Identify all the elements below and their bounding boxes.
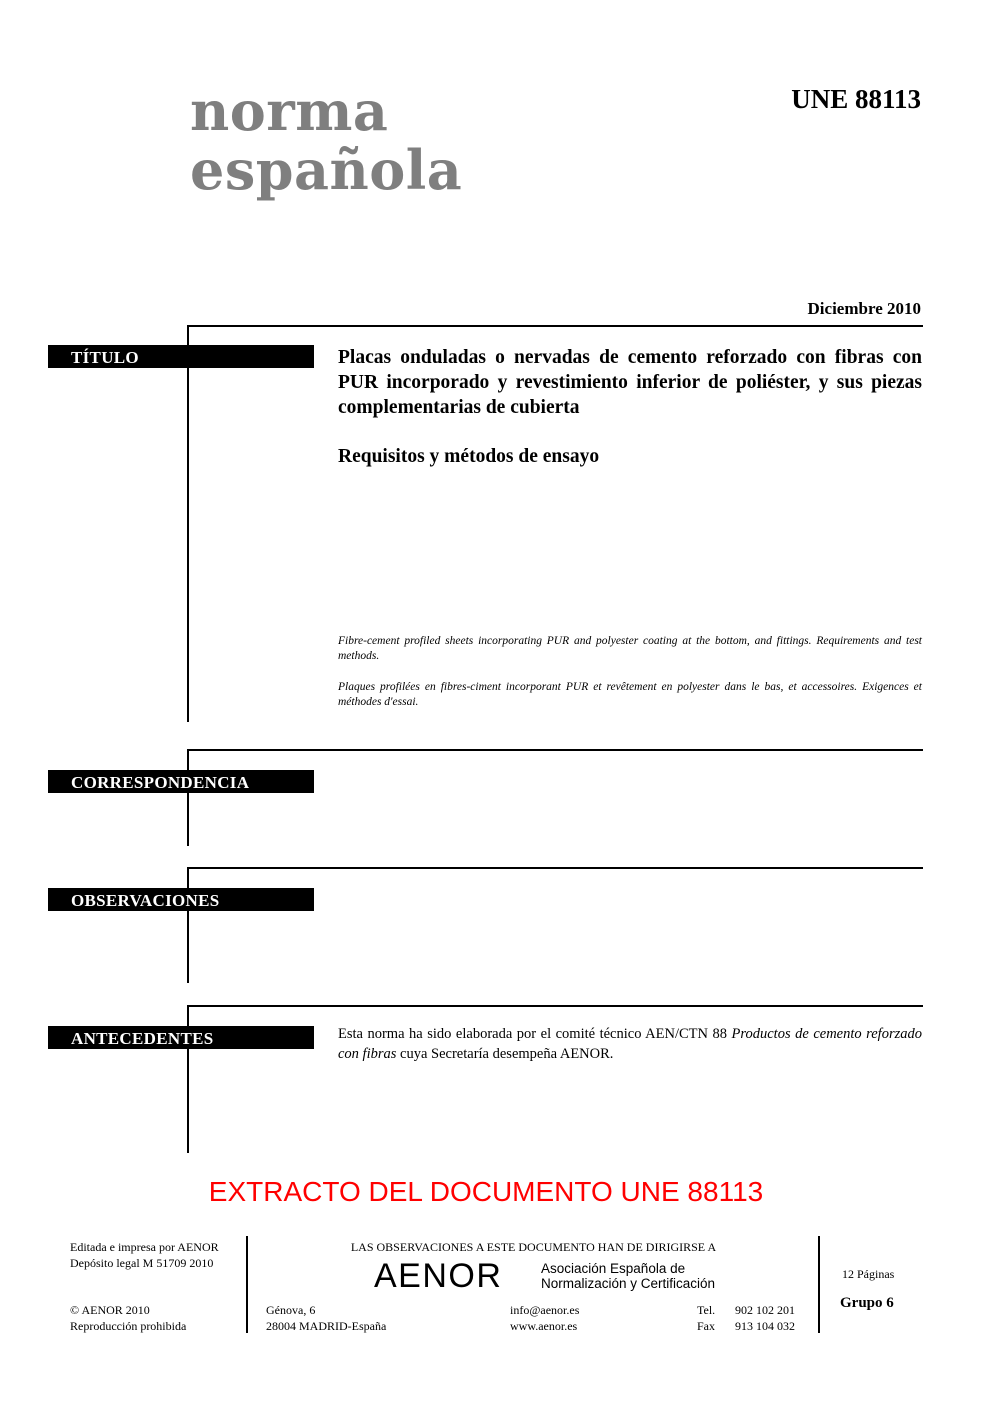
- brand-line-2: española: [190, 138, 463, 202]
- fax-label: Fax: [697, 1319, 715, 1333]
- edited-by: Editada e impresa por AENOR: [70, 1240, 219, 1254]
- footer-copyright-block: [70, 1302, 186, 1334]
- phone-values: [735, 1302, 795, 1334]
- footer-divider: [818, 1236, 820, 1333]
- logo-sub-line-2: Normalización y Certificación: [541, 1276, 716, 1291]
- section-vertical-rule: [187, 325, 189, 722]
- title-spanish: Placas onduladas o nervadas de cemento reforzado con fibras con PUR incorporado y revestimiento inferior de poliéster, y sus piezas complementarias de cubierta: [338, 347, 922, 418]
- aenor-logo-subtitle: [541, 1261, 715, 1291]
- section-divider: [187, 867, 923, 869]
- website-link[interactable]: www.aenor.es: [510, 1319, 578, 1333]
- section-divider: [187, 325, 923, 327]
- aenor-logo: AENOR: [374, 1257, 503, 1295]
- tel-value: 902 102 201: [735, 1303, 795, 1317]
- fax-value: 913 104 032: [735, 1319, 795, 1333]
- section-vertical-rule: [187, 867, 189, 983]
- address-line-2: 28004 MADRID-España: [266, 1319, 387, 1333]
- section-label-titulo: TÍTULO: [48, 345, 314, 368]
- observations-heading: LAS OBSERVACIONES A ESTE DOCUMENTO HAN DE DIRIGIRSE A: [350, 1240, 717, 1254]
- section-divider: [187, 1005, 923, 1007]
- title-english: Fibre-cement profiled sheets incorporating PUR and polyester coating at the bottom, and fittings. Requirements and test methods.: [338, 635, 922, 662]
- title-french: Plaques profilées en fibres-ciment incorporant PUR et revêtement en polyester dans le bas, et accessoires. Exigences et méthodes d'essai.: [338, 681, 922, 708]
- page-count: 12 Páginas: [842, 1267, 895, 1281]
- logo-sub-line-1: Asociación Española de: [541, 1261, 686, 1276]
- address-line-1: Génova, 6: [266, 1303, 316, 1317]
- email-link[interactable]: info@aenor.es: [510, 1303, 580, 1317]
- antecedentes-text-end: cuya Secretaría desempeña AENOR.: [396, 1046, 614, 1062]
- aenor-contact: [510, 1302, 579, 1334]
- section-label-correspondencia: CORRESPONDENCIA: [48, 770, 314, 793]
- legal-deposit: Depósito legal M 51709 2010: [70, 1256, 214, 1270]
- aenor-address: [266, 1302, 386, 1334]
- section-label-antecedentes: ANTECEDENTES: [48, 1026, 314, 1049]
- phone-labels: [697, 1302, 715, 1334]
- section-vertical-rule: [187, 749, 189, 846]
- committee-name: Productos de cemento reforzado con fibras: [338, 1026, 922, 1062]
- section-divider: [187, 749, 923, 751]
- antecedentes-text-start: Esta norma ha sido elaborada por el comité técnico AEN/CTN 88: [338, 1026, 732, 1042]
- tel-label: Tel.: [697, 1303, 716, 1317]
- subtitle-spanish: Requisitos y métodos de ensayo: [338, 446, 600, 467]
- copyright: © AENOR 2010: [70, 1303, 150, 1317]
- brand-line-1: norma: [190, 79, 389, 143]
- footer-divider: [246, 1236, 248, 1333]
- section-label-observaciones: OBSERVACIONES: [48, 888, 314, 911]
- price-group: Grupo 6: [840, 1295, 894, 1311]
- standard-code: UNE 88113: [791, 84, 921, 114]
- extract-notice: EXTRACTO DEL DOCUMENTO UNE 88113: [208, 1176, 764, 1207]
- antecedentes-text: [338, 1024, 922, 1064]
- footer-publisher-block: [70, 1239, 219, 1271]
- publication-date: Diciembre 2010: [807, 299, 921, 318]
- reproduction-notice: Reproducción prohibida: [70, 1319, 187, 1333]
